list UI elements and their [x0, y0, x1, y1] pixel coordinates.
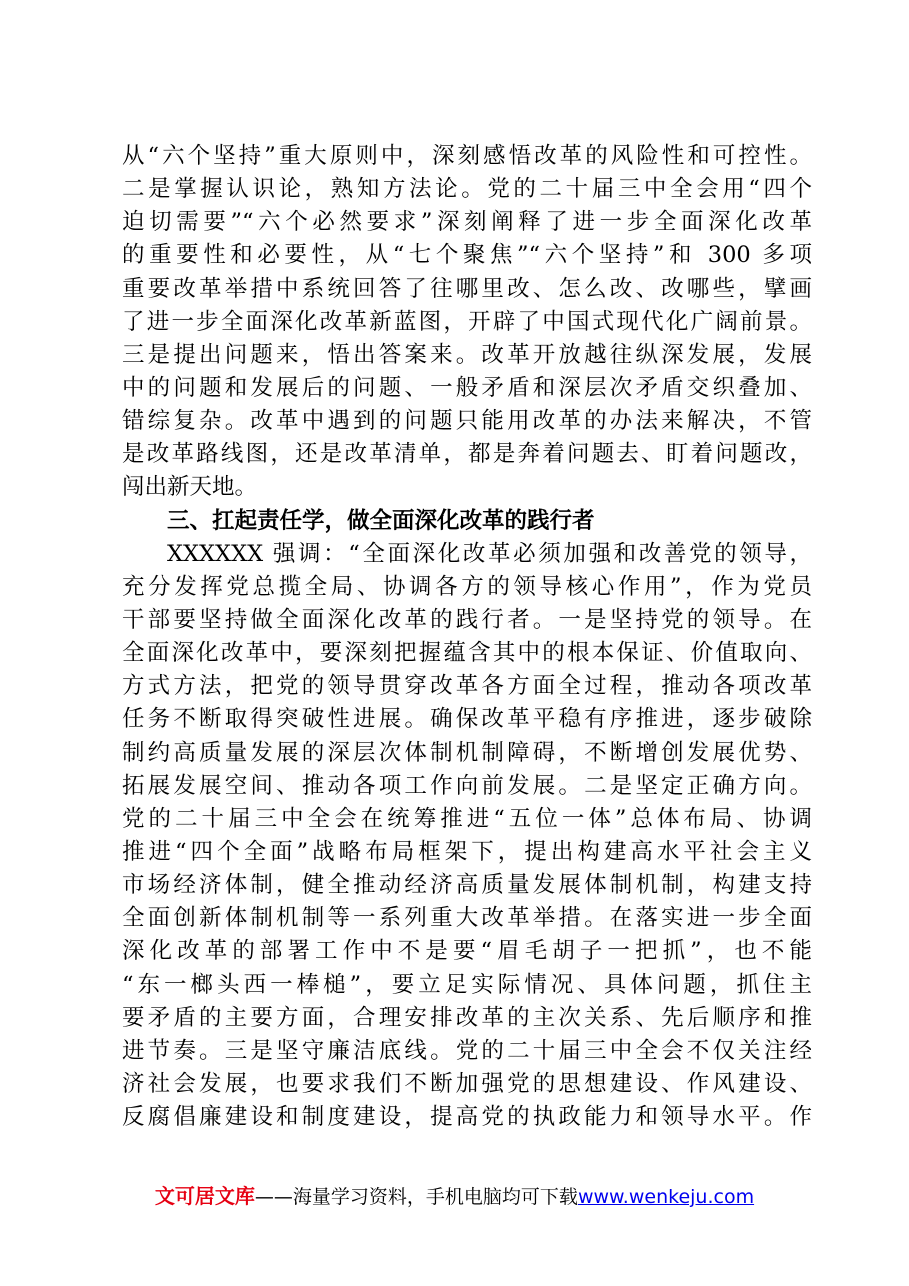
- text-line: 市场经济体制，健全推动经济高质量发展体制机制，构建支持: [122, 872, 812, 899]
- text-line: 济社会发展，也要求我们不断加强党的思想建设、作风建设、: [122, 1070, 812, 1097]
- text-line: 进节奏。三是坚守廉洁底线。党的二十届三中全会不仅关注经: [122, 1037, 812, 1064]
- text-line: 制约高质量发展的深层次体制机制障碍，不断增创发展优势、: [122, 739, 812, 766]
- text-line: 拓展发展空间、推动各项工作向前发展。二是坚定正确方向。: [122, 772, 812, 799]
- text-line: 反腐倡廉建设和制度建设，提高党的执政能力和领导水平。作: [122, 1104, 812, 1131]
- text-line: 推进“四个全面”战略布局框架下，提出构建高水平社会主义: [122, 838, 812, 865]
- text-line: 要矛盾的主要方面，合理安排改革的主次关系、先后顺序和推: [122, 1004, 812, 1031]
- text-line: 中的问题和发展后的问题、一般矛盾和深层次矛盾交织叠加、: [122, 374, 812, 401]
- text-line: 全面深化改革中，要深刻把握蕴含其中的根本保证、价值取向、: [122, 640, 812, 667]
- text-line: 充分发挥党总揽全局、协调各方的领导核心作用”，作为党员: [122, 573, 812, 600]
- text-line: 党的二十届三中全会在统筹推进“五位一体”总体布局、协调: [122, 805, 812, 832]
- text-line: 三是提出问题来，悟出答案来。改革开放越往纵深发展，发展: [122, 341, 812, 368]
- section-heading: 三、扛起责任学，做全面深化改革的践行者: [167, 507, 595, 534]
- text-line: 干部要坚持做全面深化改革的践行者。一是坚持党的领导。在: [122, 606, 812, 633]
- text-line: 深化改革的部署工作中不是要“眉毛胡子一把抓”，也不能: [122, 938, 812, 965]
- text-line: 方式方法，把党的领导贯穿改革各方面全过程，推动各项改革: [122, 673, 812, 700]
- text-line: 任务不断取得突破性进展。确保改革平稳有序推进，逐步破除: [122, 706, 812, 733]
- text-line: 了进一步全面深化改革新蓝图，开辟了中国式现代化广阔前景。: [122, 308, 812, 335]
- text-line: 全面创新体制机制等一系列重大改革举措。在落实进一步全面: [122, 905, 812, 932]
- text-line: 错综复杂。改革中遇到的问题只能用改革的办法来解决，不管: [122, 408, 812, 435]
- text-line: 的重要性和必要性，从“七个聚焦”“六个坚持”和 300 多项: [122, 242, 812, 269]
- text-line: 闯出新天地。: [122, 474, 258, 501]
- footer-site-link[interactable]: www.wenkeju.com: [577, 1186, 755, 1208]
- document-body: [122, 140, 812, 1134]
- text-line: 从“六个坚持”重大原则中，深刻感悟改革的风险性和可控性。: [122, 143, 812, 169]
- footer-tagline: ——海量学习资料，手机电脑均可下载: [254, 1186, 578, 1208]
- text-line: XXXXXX 强调：“全面深化改革必须加强和改善党的领导，: [167, 540, 812, 567]
- text-line: 是改革路线图，还是改革清单，都是奔着问题去、盯着问题改，: [122, 441, 812, 468]
- footer-brand: 文可居文库: [154, 1184, 255, 1208]
- text-line: “东一榔头西一棒槌”，要立足实际情况、具体问题，抓住主: [122, 971, 812, 998]
- page-footer: [0, 1180, 909, 1209]
- text-line: 二是掌握认识论，熟知方法论。党的二十届三中全会用“四个: [122, 176, 812, 203]
- text-line: 迫切需要”“六个必然要求”深刻阐释了进一步全面深化改革: [122, 209, 812, 236]
- text-line: 重要改革举措中系统回答了往哪里改、怎么改、改哪些，擘画: [122, 275, 812, 302]
